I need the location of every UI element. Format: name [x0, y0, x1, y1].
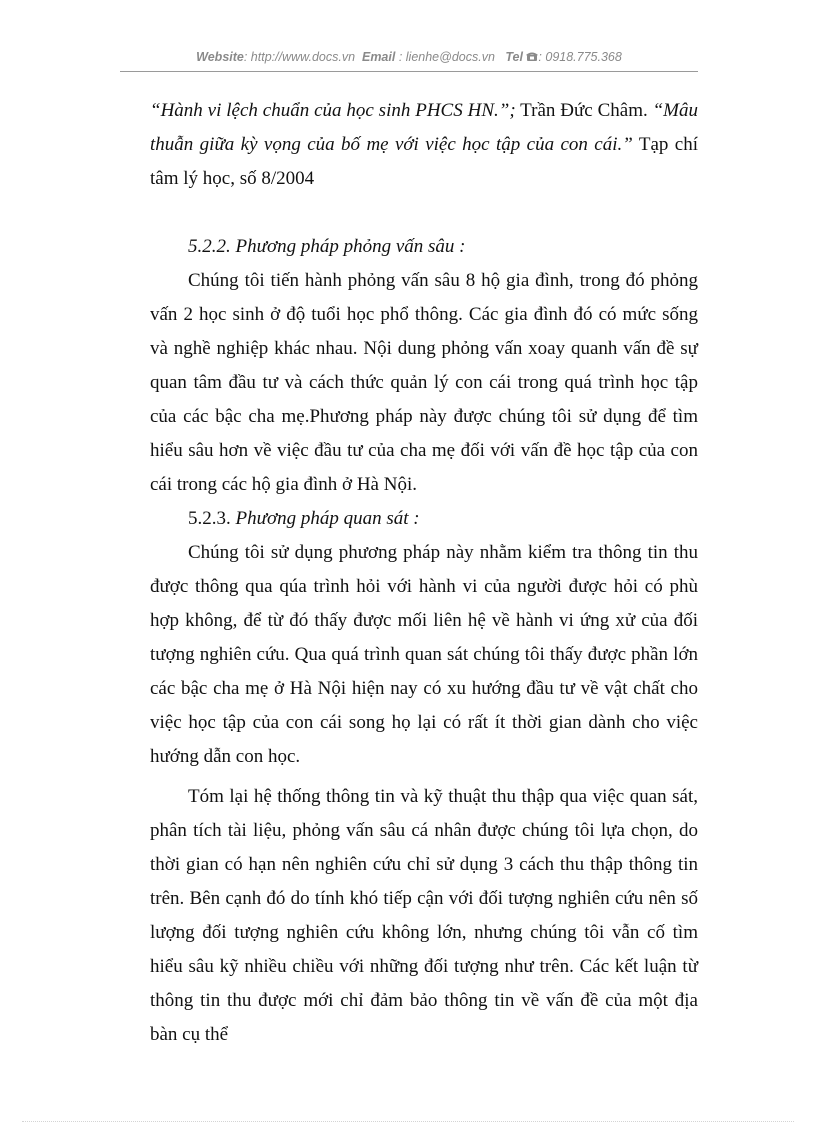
tel-label: Tel — [505, 50, 523, 64]
reference-title-1: “Hành vi lệch chuẩn của học sinh PHCS HN.”; — [150, 100, 516, 121]
reference-author-2: Trần Đức Châm. — [515, 100, 653, 121]
website-label: Website — [196, 50, 244, 64]
section-523-number: 5.2.3. — [188, 508, 231, 529]
section-523-paragraph: Chúng tôi sử dụng phương pháp này nhằm kiểm tra thông tin thu được thông qua qúa trình hỏi với hành vi của người được hỏi có phù hợp không, để từ đó thấy được mối liên hệ về hành vi ứng xử của đối tượng nghiên cứu. Qua quá trình quan sát chúng tôi thấy được phần lớn các bậc cha mẹ ở Hà Nội hiện nay có xu hướng đầu tư về vật chất cho việc học tập của con cái song họ lại có rất ít thời gian dành cho việc hướng dẫn con học. — [150, 542, 698, 767]
section-522-paragraph: Chúng tôi tiến hành phỏng vấn sâu 8 hộ gia đình, trong đó phỏng vấn 2 học sinh ở độ tuổi học phổ thông. Các gia đình đó có mức sống và nghề nghiệp khác nhau. Nội dung phỏng vấn xoay quanh vấn đề sự quan tâm đầu tư và cách thức quản lý con cái trong quá trình học tập của các bậc cha mẹ.Phương pháp này được chúng tôi sử dụng để tìm hiểu sâu hơn về việc đầu tư của cha mẹ đối với vấn đề học tập của con cái trong các hộ gia đình ở Hà Nội. — [150, 270, 698, 495]
summary-paragraph: Tóm lại hệ thống thông tin và kỹ thuật thu thập qua việc quan sát, phân tích tài liệu, phỏng vấn sâu cá nhân được chúng tôi lựa chọn, do thời gian có hạn nên nghiên cứu chỉ sử dụng 3 cách thu thập thông tin trên. Bên cạnh đó do tính khó tiếp cận với đối tượng nghiên cứu nên số lượng đối tượng nghiên cứu không lớn, nhưng chúng tôi vẫn cố tìm hiểu sâu kỹ nhiều chiều với những đối tượng như trên. Các kết luận từ thông tin thu được mới chỉ đảm bảo thông tin về vấn đề của một địa bàn cụ thể — [150, 786, 698, 1045]
footer-divider — [22, 1121, 794, 1122]
reference-source: Tạp chí tâm lý học, số 8/2004 — [150, 134, 698, 189]
website-value: : http://www.docs.vn — [243, 50, 356, 64]
section-523-heading — [150, 502, 698, 536]
reference-title-2: “Mâu thuẫn giữa kỳ vọng của bố mẹ với việc học tập của con cái.” — [150, 100, 698, 155]
phone-icon — [526, 50, 538, 64]
page-header — [120, 50, 698, 64]
email-value: : lienhe@docs.vn — [398, 50, 495, 64]
section-523-title: Phương pháp quan sát : — [230, 508, 420, 529]
header-divider — [120, 71, 698, 72]
email-label: Email — [361, 50, 396, 64]
section-522-heading: 5.2.2. Phương pháp phỏng vấn sâu : — [188, 236, 466, 257]
tel-value: : 0918.775.368 — [538, 50, 622, 64]
document-body — [150, 94, 698, 1052]
reference-paragraph — [150, 94, 698, 196]
